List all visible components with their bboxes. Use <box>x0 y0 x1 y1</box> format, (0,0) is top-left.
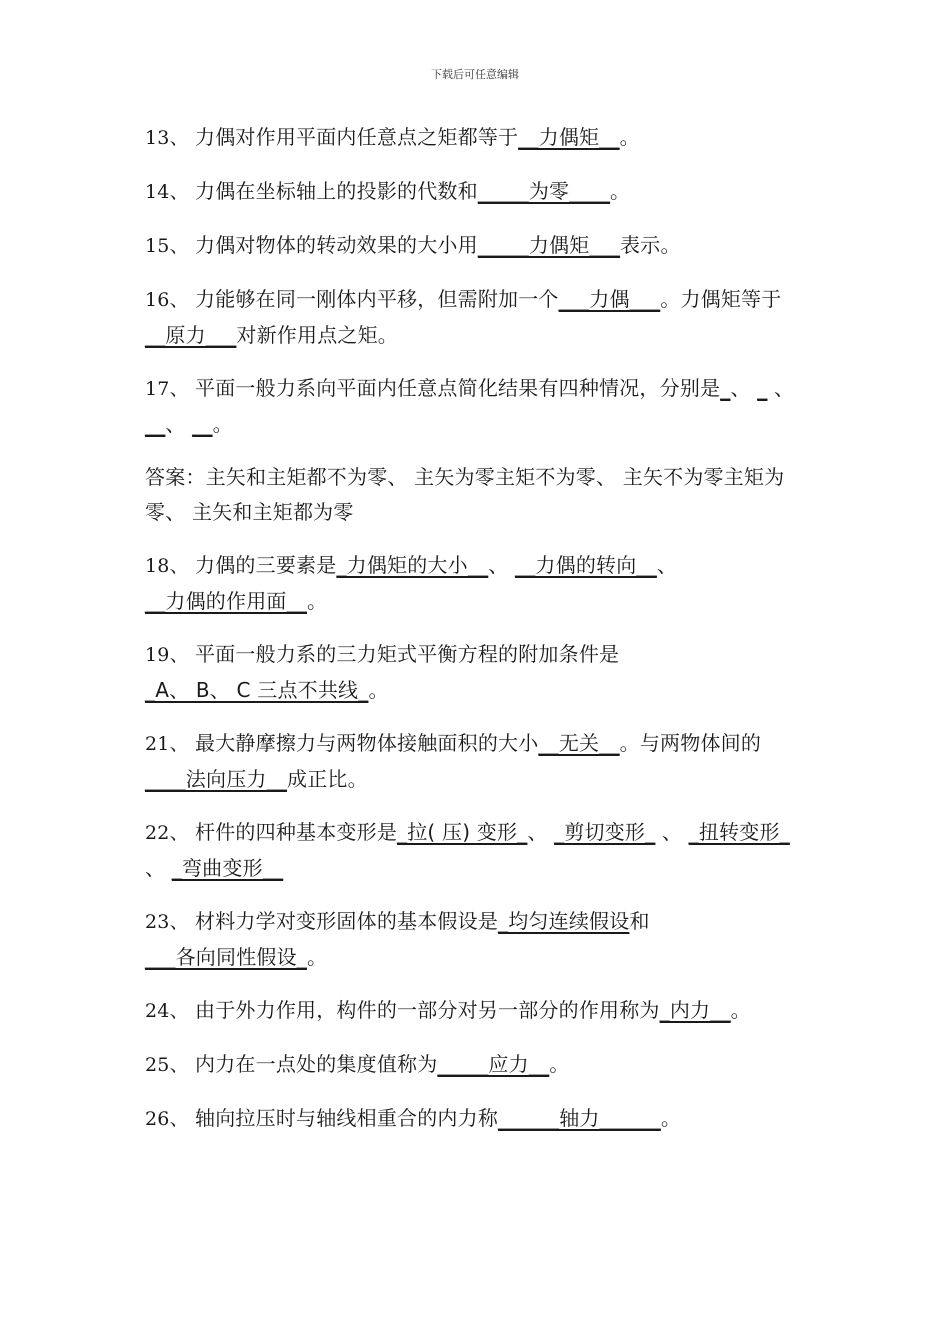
question-text: 、 <box>767 376 795 400</box>
answer-blank: __力偶的作用面__ <box>145 589 307 613</box>
question-text: 、 <box>145 856 172 880</box>
question-item <box>145 174 807 210</box>
answer-blank: __无关__ <box>538 731 620 755</box>
answer-blank: __ <box>145 412 166 436</box>
question-number: 17、 <box>145 378 196 400</box>
question-item <box>145 993 807 1029</box>
question-number: 25、 <box>145 1054 196 1076</box>
question-item <box>145 548 807 619</box>
question-item <box>145 726 807 797</box>
question-item <box>145 282 807 353</box>
question-text: 。 <box>307 589 328 613</box>
answer-blank: _力偶矩的大小__ <box>336 553 489 577</box>
question-item <box>145 637 807 708</box>
question-number: 22、 <box>145 822 196 844</box>
question-text: 力能够在同一刚体内平移，但需附加一个 <box>195 287 559 311</box>
question-text: 力偶对作用平面内任意点之矩都等于 <box>195 125 519 149</box>
page-header: 下载后可任意编辑 <box>431 68 519 81</box>
question-text: 答案：主矢和主矩都不为零、 主矢为零主矩不为零、 主矢不为零主矩为零、 主矢和主矩都为零 <box>145 465 785 524</box>
question-text: 、 <box>488 553 516 577</box>
question-text: 力偶的三要素是 <box>195 553 337 577</box>
answer-blank: _____应力__ <box>437 1052 550 1076</box>
question-item <box>145 120 807 156</box>
question-item <box>145 1047 807 1083</box>
answer-blank: _ <box>720 376 731 400</box>
answer-blank: _扭转变形_ <box>688 820 790 844</box>
answer-blank: _A、 B、 C 三点不共线_ <box>145 678 369 702</box>
question-number: 15、 <box>145 235 196 257</box>
answer-blank: _____为零____ <box>477 179 611 203</box>
question-text: 。 <box>730 998 751 1022</box>
question-text: 平面一般力系的三力矩式平衡方程的附加条件是 <box>195 642 620 666</box>
question-text: 。 <box>212 412 233 436</box>
question-text: 。 <box>307 945 328 969</box>
question-list <box>145 120 807 1155</box>
answer-paragraph <box>145 460 807 530</box>
question-text: 。 <box>619 125 640 149</box>
question-text: 、 <box>656 553 678 577</box>
question-text: 成正比。 <box>287 767 368 791</box>
question-text: 最大静摩擦力与两物体接触面积的大小 <box>195 731 539 755</box>
question-text: 、 <box>165 412 193 436</box>
answer-blank: _均匀连续假设 <box>498 909 630 933</box>
question-text: 力偶对物体的转动效果的大小用 <box>195 233 478 257</box>
question-number: 14、 <box>145 181 196 203</box>
question-text: 和 <box>629 909 650 933</box>
question-text: 。力偶矩等于 <box>660 287 782 311</box>
question-text: 由于外力作用，构件的一部分对另一部分的作用称为 <box>195 998 660 1022</box>
question-text: 。 <box>368 678 389 702</box>
answer-blank: __力偶矩__ <box>518 125 620 149</box>
question-number: 24、 <box>145 1000 196 1022</box>
answer-blank: ____法向压力__ <box>145 767 287 791</box>
question-text: 表示。 <box>620 233 681 257</box>
question-number: 26、 <box>145 1108 196 1130</box>
question-text: 、 <box>730 376 758 400</box>
question-number: 13、 <box>145 127 196 149</box>
question-text: 轴向拉压时与轴线相重合的内力称 <box>195 1106 499 1130</box>
question-number: 16、 <box>145 289 196 311</box>
question-item <box>145 228 807 264</box>
question-number: 18、 <box>145 555 196 577</box>
question-text: 平面一般力系向平面内任意点简化结果有四种情况，分别是 <box>195 376 721 400</box>
answer-blank: ___力偶___ <box>558 287 661 311</box>
question-text: 、 <box>527 820 555 844</box>
answer-blank: _____力偶矩___ <box>477 233 621 257</box>
answer-blank: _拉( 压) 变形_ <box>397 820 528 844</box>
answer-blank: __原力___ <box>145 323 237 347</box>
answer-blank: __ <box>192 412 213 436</box>
answer-blank: _ <box>757 376 768 400</box>
question-text: 杆件的四种基本变形是 <box>195 820 398 844</box>
question-text: 材料力学对变形固体的基本假设是 <box>195 909 499 933</box>
question-item <box>145 815 807 886</box>
answer-blank: ______轴力______ <box>498 1106 661 1130</box>
question-text: 内力在一点处的集度值称为 <box>195 1052 438 1076</box>
question-text: 。与两物体间的 <box>619 731 762 755</box>
question-number: 19、 <box>145 644 196 666</box>
answer-blank: _内力__ <box>659 998 731 1022</box>
question-text: 。 <box>660 1106 682 1130</box>
question-number: 21、 <box>145 733 196 755</box>
answer-blank: _剪切变形_ <box>554 820 656 844</box>
question-text: 。 <box>610 179 631 203</box>
question-item <box>145 1101 807 1137</box>
answer-blank: ___各向同性假设_ <box>145 945 307 969</box>
question-item <box>145 904 807 975</box>
answer-blank: __力偶的转向__ <box>515 553 657 577</box>
question-number: 23、 <box>145 911 196 933</box>
question-item <box>145 371 807 442</box>
answer-blank: _弯曲变形__ <box>171 856 284 880</box>
question-text: 。 <box>549 1052 570 1076</box>
question-text: 、 <box>655 820 689 844</box>
question-text: 力偶在坐标轴上的投影的代数和 <box>195 179 478 203</box>
question-text: 对新作用点之矩。 <box>236 323 399 347</box>
